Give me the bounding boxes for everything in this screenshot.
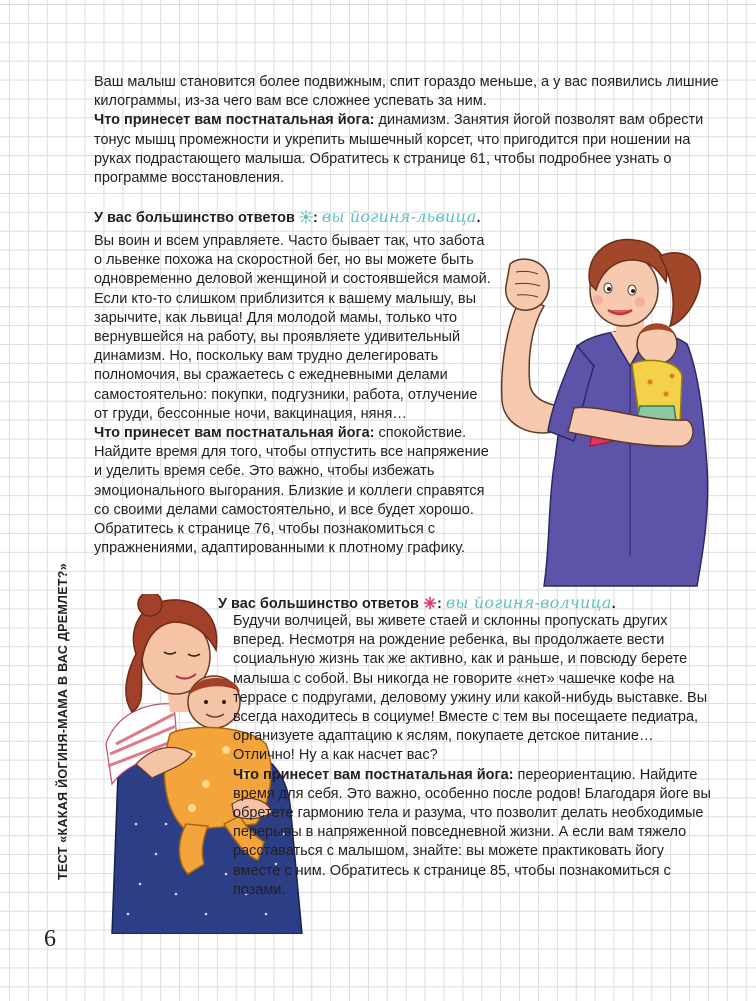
lioness-description: Вы воин и всем управляете. Часто бывает так, что забота о львенке похожа на скоростной бег, но вы можете быть одновременно деловой женщиной и состоявшейся мамой. Если кто-то слишком приблизится к вашему малышу, вы зарычите, как львица! Для молодой мамы, только что вернувшейся на работу, вы проявляете удивительный динамизм. Но, поскольку вам трудно делегировать полномочия, вы сражаетесь с ежедневными делами самостоятельно: покупки, подгузники, работа, отлучение от груди, бессонные ночи, вакцинация, няня… — [94, 233, 491, 422]
sun-symbol-icon — [299, 210, 313, 224]
wolf-benefit-text: переориентацию. Найдите время для себя. Это важно, особенно после родов! Благодаря йоге вы обретете гармонию тела и разума, что позволит делать необходимые перерывы в напряженной повседневной жизни. А если вам тяжело расставаться с малышом, знайте: вы можете практиковать йогу вместе с ним. Обратитесь к странице 85, чтобы познакомиться с позами. — [233, 766, 711, 898]
intro-text: Ваш малыш становится более подвижным, спит гораздо меньше, а у вас появились лишние килограммы, из-за чего вам все сложнее успевать за ним. — [94, 74, 719, 110]
lioness-benefit-label: Что принесет вам постнатальная йога: — [94, 425, 375, 442]
lioness-paragraph — [94, 232, 494, 558]
wolf-paragraph — [233, 612, 711, 900]
lioness-mother-illustration — [482, 226, 732, 592]
wolf-header-colon: : — [436, 596, 442, 612]
wolf-header-label: У вас большинство ответов — [218, 596, 419, 612]
lioness-header-colon: : — [312, 210, 318, 226]
intro-benefit-label: Что принесет вам постнатальная йога: — [94, 112, 375, 129]
lioness-header-label: У вас большинство ответов — [94, 210, 295, 226]
wolf-description: Будучи волчицей, вы живете стаей и склонны пропускать других вперед. Несмотря на рождение ребенка, вы продолжаете вести социальную жизнь так же активно, как и раньше, и повсюду берете малыша с собой. Вы никогда не говорите «нет» чашечке кофе на террасе с подругами, деловому ужину или какой-нибудь выставке. Вы всегда находитесь в социуме! Вместе с тем вы посещаете педиатра, организуете адаптацию к яслям, покупаете детское питание… Отлично! Ну а как насчет вас? — [233, 613, 708, 764]
page-number: 6 — [44, 926, 56, 952]
intro-benefit-text: динамизм. Занятия йогой позволят вам обрести тонус мышц промежности и укрепить мышечный корсет, что пригодится при ношении на руках подрастающего малыша. Обратитесь к странице 61, чтобы подробнее узнать о программе восстановления. — [94, 112, 704, 187]
side-test-title: ТЕСТ «КАКАЯ ЙОГИНЯ-МАМА В ВАС ДРЕМЛЕТ?» — [56, 563, 70, 880]
intro-paragraph — [94, 73, 724, 188]
wolf-benefit-label: Что принесет вам постнатальная йога: — [233, 766, 514, 783]
lioness-type-name: вы йогиня-львица — [321, 207, 477, 226]
star-symbol-icon — [423, 596, 437, 610]
lioness-header — [94, 207, 481, 228]
lioness-benefit-text: спокойствие. Найдите время для того, чтобы отпустить все напряжение и уделить время себе. Это важно, чтобы избежать эмоционального выгорания. Близкие и коллеги справятся со своими делами самостоятельно, и все будет хорошо. Обратитесь к странице 76, чтобы познакомиться с упражнениями, адаптированными к плотному графику. — [94, 425, 489, 557]
wolf-type-name: вы йогиня-волчица — [445, 593, 612, 612]
wolf-header-dot: . — [611, 596, 616, 612]
lioness-header-dot: . — [476, 210, 481, 226]
